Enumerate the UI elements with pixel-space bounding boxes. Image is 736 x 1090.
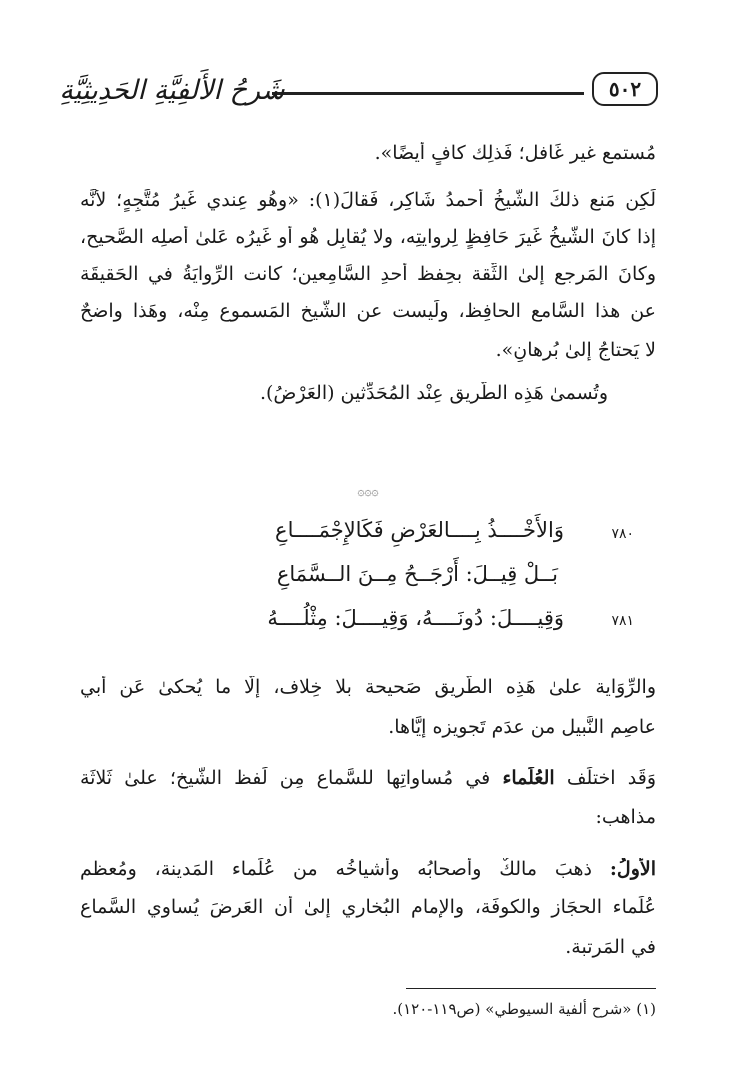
text-line: عن هذا السَّامع الحافِظ، ولَيست عن الشَّيخ المَسموع مِنْه، وهَذا واضحٌ [80,300,656,322]
verse-number: ٧٨٠ [611,526,634,542]
verse-hemistich: وَالأَخْــــذُ بِــــالعَرْضِ فَكَالإِجْمَــــاعِ [275,518,564,542]
text-line: وكانَ المَرجع إلىٰ الثِّقة بحِفظ أحدِ السَّامِعين؛ كانت الرِّوايَةُ في الحَقيقَة [80,263,656,285]
verse-hemistich: بَــلْ قِيــلَ: أَرْجَــحُ مِــنَ الــسَّمَاعِ [276,562,558,586]
text-line: والرِّوَاية علىٰ هَذِه الطَّريق صَحيحة بلا خِلاف، إلَّا ما يُحكىٰ عَن أبي [80,676,656,698]
text-line: إذا كانَ الشَّيخُ غَيرَ حَافِظٍ لِروايتِه، ولا يُقابِل هُو أو غَيرُه عَلىٰ أَصلِه الصَّحيح، [80,226,656,248]
verse-hemistich: وَقِيــــلَ: دُونَــــهُ، وَقِيــــلَ: مِثْلُــــهُ [267,606,564,630]
text-line: الأَولُ: ذهبَ مالكٌ وأَصحابُه وأشياخُه من عُلَماء المَدينة، ومُعظم [80,858,656,880]
page-header [59,70,658,112]
text-line: عاصِم النَّبيل من عدَم تَجويزه إيَّاها. [388,716,656,738]
text-line: وَقَد اختلَف العُلَماء في مُساواتِها للسَّماع مِن لَفظ الشَّيخ؛ علىٰ ثَلاثَة [80,767,656,789]
text-line: لَكِن مَنع ذلكَ الشَّيخُ أَحمدُ شَاكِر، فَقالَ(١): «وهُو عِندي غَيرُ مُتَّجِهٍ؛ لأَنَّه [80,189,656,211]
bold-phrase: الأَولُ: [609,858,656,880]
page-number: ٥٠٢ [592,72,658,106]
footnote-rule [406,988,656,989]
text-line: لا يَحتاجُ إلىٰ بُرهانٍ». [495,339,656,361]
text-line: عُلَماء الحجَاز والكوفَة، والإمام البُخاري إلىٰ أن العَرضَ يُساوي السَّماع [80,896,656,918]
header-rule [272,92,584,95]
bold-phrase: العُلَماء [502,767,555,789]
running-title: شَرحُ الأَلفِيَّةِ الحَدِيثِيَّةِ [59,74,285,106]
text-line: في المَرتبة. [565,936,656,958]
text-line: مُستمع غير غَافل؛ فَذلِك كافٍ أيضًا». [374,142,656,164]
footnote: (١) «شرح ألفية السيوطي» (ص١١٩-١٢٠). [392,1000,656,1018]
text-line: وتُسمىٰ هَذِه الطَّريق عِنْد المُحَدِّثين (العَرْضُ). [259,382,608,404]
verse-number: ٧٨١ [611,613,634,629]
text-line: مذاهب: [595,806,656,828]
section-ornament: ۞۞۞ [357,484,379,498]
